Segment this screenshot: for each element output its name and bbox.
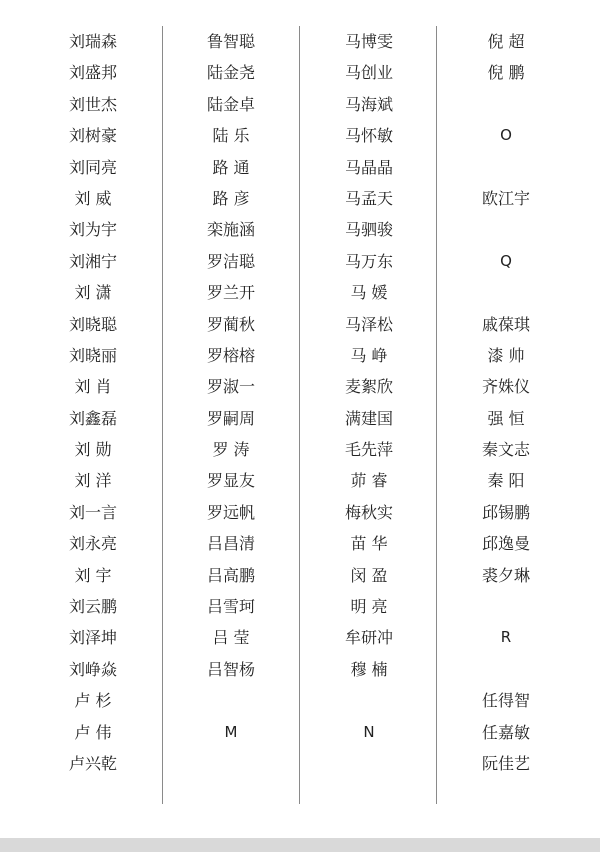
- name-entry: [446, 591, 566, 622]
- name-entry: 倪 鹏: [487, 63, 525, 83]
- name-entry: 齐姝仪: [481, 377, 530, 397]
- name-entry: 邱逸曼: [481, 534, 530, 554]
- name-column-4: [446, 26, 566, 779]
- name-entry: 马海斌: [344, 94, 393, 114]
- name-entry: 刘盛邦: [68, 63, 117, 83]
- name-entry: 罗榕榕: [206, 345, 255, 365]
- name-entry: 闵 盈: [350, 565, 388, 585]
- name-entry: 任得智: [481, 691, 530, 711]
- column-divider-1: [162, 26, 163, 804]
- name-entry: 陆 乐: [212, 126, 250, 146]
- name-entry: [171, 748, 291, 779]
- name-entry: 马晶晶: [344, 157, 393, 177]
- name-entry: 刘永亮: [68, 534, 117, 554]
- name-column-2: [171, 26, 291, 779]
- name-entry: 刘峥焱: [68, 659, 117, 679]
- name-column-3: [309, 26, 429, 779]
- name-entry: 欧江宇: [481, 188, 530, 208]
- name-entry: 罗显友: [206, 471, 255, 491]
- name-entry: 刘同亮: [68, 157, 117, 177]
- name-entry: 裘夕琳: [481, 565, 530, 585]
- column-divider-3: [436, 26, 437, 804]
- name-entry: 任嘉敏: [481, 722, 530, 742]
- section-letter: N: [363, 722, 375, 741]
- name-entry: 罗远帆: [206, 502, 255, 522]
- name-entry: 马孟天: [344, 188, 393, 208]
- name-entry: 毛先萍: [344, 440, 393, 460]
- name-entry: 刘晓丽: [68, 345, 117, 365]
- name-entry: 刘树豪: [68, 126, 117, 146]
- name-entry: 麦絮欣: [344, 377, 393, 397]
- name-entry: [446, 214, 566, 245]
- name-entry: [446, 654, 566, 685]
- column-divider-2: [299, 26, 300, 804]
- name-entry: 吕 莹: [212, 628, 250, 648]
- name-entry: 刘鑫磊: [68, 408, 117, 428]
- name-entry: 卢 伟: [74, 722, 112, 742]
- name-entry: 邱锡鹏: [481, 502, 530, 522]
- name-entry: 罗淑一: [206, 377, 255, 397]
- name-entry: 刘 潇: [74, 283, 112, 303]
- name-entry: [446, 89, 566, 120]
- name-entry: 牟研冲: [344, 628, 393, 648]
- name-entry: 刘云鹏: [68, 597, 117, 617]
- name-entry: 刘世杰: [68, 94, 117, 114]
- page-bottom-band: [0, 838, 600, 852]
- name-entry: [446, 152, 566, 183]
- name-entry: 罗蔺秋: [206, 314, 255, 334]
- name-entry: 刘晓聪: [68, 314, 117, 334]
- name-entry: 梅秋实: [344, 502, 393, 522]
- section-letter: R: [500, 628, 512, 647]
- name-entry: 马驷骏: [344, 220, 393, 240]
- name-entry: 马 峥: [350, 345, 388, 365]
- name-entry: 吕雪珂: [206, 597, 255, 617]
- name-entry: 罗嗣周: [206, 408, 255, 428]
- name-entry: [309, 685, 429, 716]
- name-column-1: [33, 26, 153, 779]
- name-entry: 戚葆琪: [481, 314, 530, 334]
- section-letter: O: [500, 126, 512, 145]
- section-letter: M: [224, 722, 238, 741]
- name-entry: 罗兰开: [206, 283, 255, 303]
- name-entry: 马创业: [344, 63, 393, 83]
- name-entry: 罗 涛: [212, 440, 250, 460]
- name-entry: 刘 宇: [74, 565, 112, 585]
- name-entry: 明 亮: [350, 597, 388, 617]
- name-entry: 漆 帅: [487, 345, 525, 365]
- section-letter: Q: [500, 251, 512, 270]
- name-entry: 刘 威: [74, 188, 112, 208]
- name-entry: 强 恒: [487, 408, 525, 428]
- name-entry: 秦 阳: [487, 471, 525, 491]
- name-entry: 刘一言: [68, 502, 117, 522]
- name-entry: 秦文志: [481, 440, 530, 460]
- name-entry: 刘为宇: [68, 220, 117, 240]
- name-entry: [171, 685, 291, 716]
- name-entry: 阮佳艺: [481, 753, 530, 773]
- name-entry: 马泽松: [344, 314, 393, 334]
- name-entry: 刘 肖: [74, 377, 112, 397]
- name-entry: 罗洁聪: [206, 251, 255, 271]
- name-entry: 卢 杉: [74, 691, 112, 711]
- name-entry: 刘泽坤: [68, 628, 117, 648]
- name-entry: 马博雯: [344, 32, 393, 51]
- name-entry: 马 媛: [350, 283, 388, 303]
- name-entry: 茆 睿: [350, 471, 388, 491]
- name-entry: [446, 277, 566, 308]
- name-entry: 苗 华: [350, 534, 388, 554]
- name-entry: [309, 748, 429, 779]
- name-entry: 刘 勋: [74, 440, 112, 460]
- name-entry: 吕智杨: [206, 659, 255, 679]
- name-entry: 吕高鹏: [206, 565, 255, 585]
- name-entry: 刘瑞森: [68, 32, 117, 51]
- name-entry: 卢兴乾: [68, 753, 117, 773]
- name-entry: 马怀敏: [344, 126, 393, 146]
- name-entry: 路 彦: [212, 188, 250, 208]
- name-entry: 满建国: [344, 408, 393, 428]
- name-entry: 马万东: [344, 251, 393, 271]
- name-entry: 栾施涵: [206, 220, 255, 240]
- name-entry: 倪 超: [487, 32, 525, 51]
- name-entry: 刘湘宁: [68, 251, 117, 271]
- name-entry: 刘 洋: [74, 471, 112, 491]
- name-entry: 穆 楠: [350, 659, 388, 679]
- name-entry: 吕昌清: [206, 534, 255, 554]
- name-entry: 陆金尧: [206, 63, 255, 83]
- name-entry: 鲁智聪: [206, 32, 255, 51]
- name-entry: 陆金卓: [206, 94, 255, 114]
- name-entry: 路 通: [212, 157, 250, 177]
